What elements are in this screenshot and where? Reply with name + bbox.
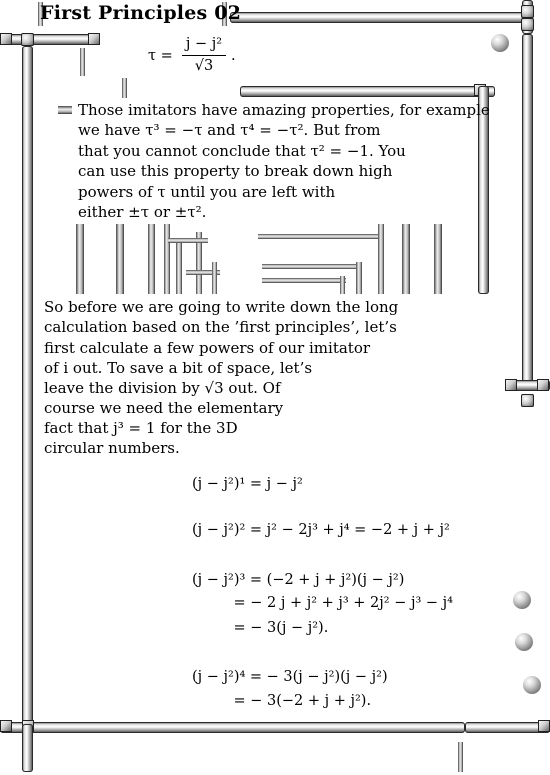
frame-corner-knob [521,394,534,407]
sphere-ornament [523,676,541,694]
equation-power-3-step: = − 2 j + j² + j³ + 2j² − j³ − j⁴ [192,595,453,611]
frame-corner-knob [521,5,534,18]
text-line: powers of τ until you are left with [78,183,336,201]
formula-numerator: j − j² [185,36,223,52]
text-line: that you cannot conclude that τ² = −1. You [78,142,406,160]
equation-power-2: (j − j²)² = j² − 2j³ + j⁴ = −2 + j + j² [192,522,450,538]
formula-lhs: τ = [148,48,173,64]
frame-top-bar [230,12,530,23]
text-line: leave the division by √3 out. Of [44,379,281,397]
text-line: can use this property to break down high [78,162,393,180]
equation-power-4: (j − j²)⁴ = − 3(j − j²)(j − j²) [192,669,388,685]
frame-bottom-right-post [458,742,463,772]
sphere-ornament [491,34,509,52]
frame-square [505,379,517,391]
frame-left-top-bar [0,34,100,45]
text-line: fact that j³ = 1 for the 3D [44,419,238,437]
equation-power-1: (j − j²)¹ = j − j² [192,476,303,492]
frame-square [0,33,12,45]
text-line: first calculate a few powers of our imitator [44,339,371,357]
fraction-bar [182,55,226,56]
frame-right-rail [522,34,533,389]
sphere-ornament [515,633,533,651]
paragraph-marker [58,106,72,114]
formula-suffix: . [231,48,236,64]
equation-power-3-result: = − 3(j − j²). [192,620,329,636]
frame-bottom-left-post [22,724,33,772]
frame-corner-knob [521,18,534,31]
frame-square [538,720,550,732]
frame-left-rail [22,46,33,726]
equation-power-4-result: = − 3(−2 + j + j²). [192,693,372,709]
frame-corner-knob [21,33,34,46]
text-line: Those imitators have amazing properties, for example [78,101,490,119]
text-line: either ±τ or ±τ². [78,203,207,221]
inner-frame-top [240,86,495,97]
frame-square [0,720,12,732]
text-line: circular numbers. [44,439,180,457]
frame-square [537,379,549,391]
page-title: First Principles 02 [40,2,242,24]
frame-bottom-bar [0,722,465,733]
text-line: of i out. To save a bit of space, let’s [44,359,313,377]
text-line: calculation based on the ’first principles’, let’s [44,318,397,336]
equation-power-3: (j − j²)³ = (−2 + j + j²)(j − j²) [192,572,405,588]
frame-short-post [80,48,85,76]
text-line: we have τ³ = −τ and τ⁴ = −τ². But from [78,121,381,139]
text-line: So before we are going to write down the long [44,298,399,316]
text-line: course we need the elementary [44,399,284,417]
frame-square [88,33,100,45]
inner-frame-post [122,78,127,98]
formula-denominator: √3 [194,58,214,74]
sphere-ornament [513,591,531,609]
